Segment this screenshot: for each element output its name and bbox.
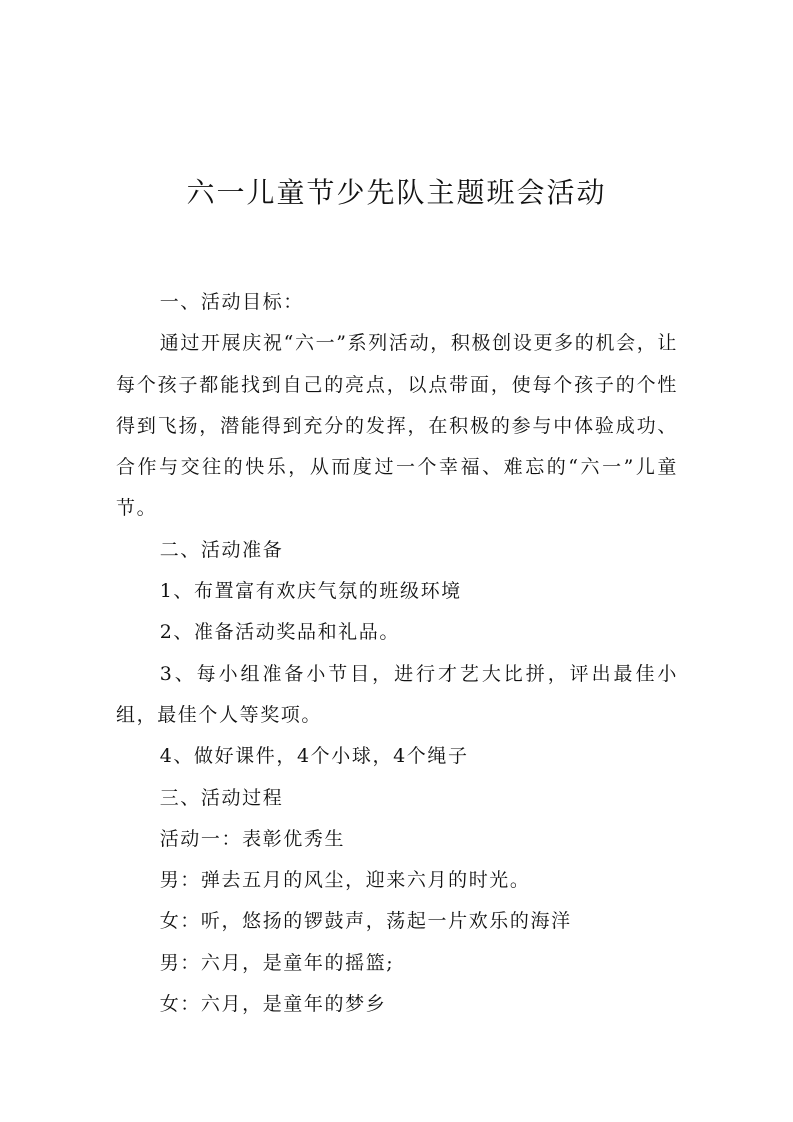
activity-one-heading: 活动一：表彰优秀生 bbox=[159, 827, 346, 850]
dialogue-line: 女：听，悠扬的锣鼓声，荡起一片欢乐的海洋 bbox=[159, 910, 572, 933]
dialogue-line: 女：六月，是童年的梦乡 bbox=[159, 993, 387, 1016]
preparation-item-3: 3、每小组准备小节目，进行才艺大比拼，评出最佳小组，最佳个人等奖项。 bbox=[116, 662, 678, 726]
section-heading-preparation: 二、活动准备 bbox=[159, 538, 284, 561]
document-body bbox=[116, 282, 678, 1025]
document-title: 六一儿童节少先队主题班会活动 bbox=[186, 176, 607, 209]
section-heading-goals: 一、活动目标： bbox=[159, 291, 304, 313]
goals-paragraph: 通过开展庆祝“六一”系列活动，积极创设更多的机会，让每个孩子都能找到自己的亮点，以点带面，使每个孩子的个性得到飞扬，潜能得到充分的发挥，在积极的参与中体验成功、合作与交往的快乐，从而度过一个幸福、难忘的“六一”儿童节。 bbox=[116, 332, 678, 520]
dialogue-line: 男：六月，是童年的摇篮; bbox=[159, 951, 395, 974]
dialogue-line: 男：弹去五月的风尘，迎来六月的时光。 bbox=[159, 869, 531, 892]
section-heading-process: 三、活动过程 bbox=[159, 786, 284, 809]
preparation-item-4: 4、做好课件，4个小球，4个绳子 bbox=[159, 745, 469, 768]
preparation-item-1: 1、布置富有欢庆气氛的班级环境 bbox=[159, 580, 462, 603]
preparation-item-2: 2、准备活动奖品和礼品。 bbox=[159, 621, 400, 644]
